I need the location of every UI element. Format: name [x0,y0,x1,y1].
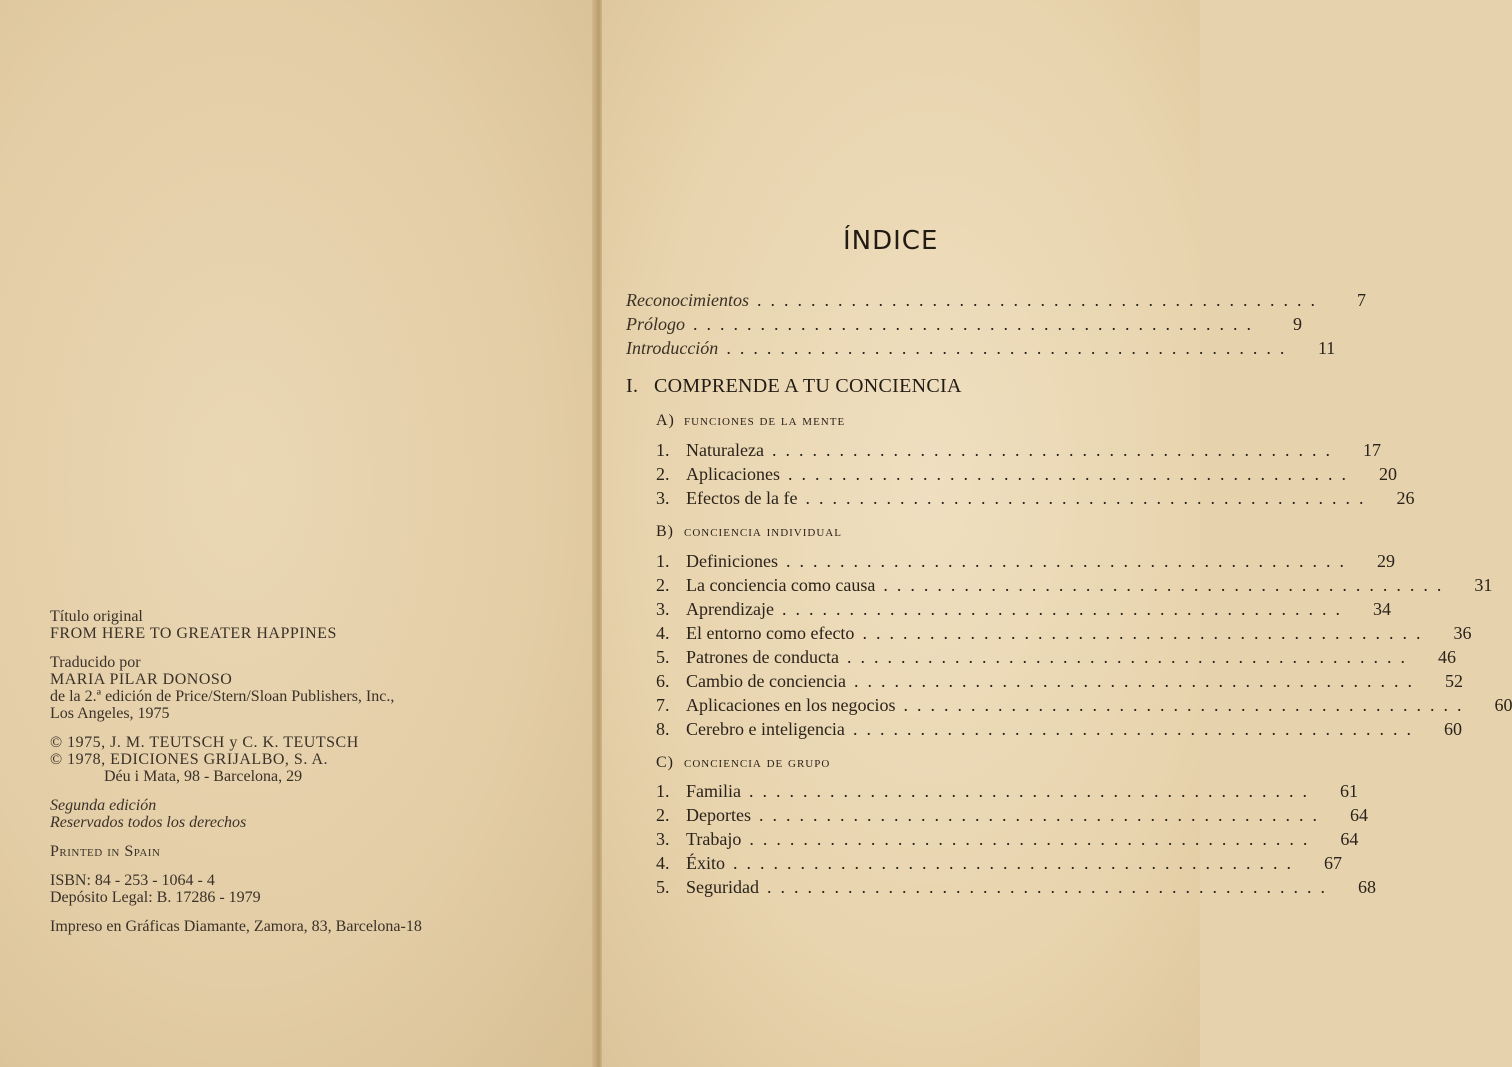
toc-entry-page: 26 [1396,488,1415,508]
toc-entry-label: Efectos de la fe [686,488,798,508]
leader-dots: .......................................... [805,488,1373,508]
section-letter: C) [656,754,674,771]
toc-entry [656,488,1415,512]
toc-entry-number: 5. [656,647,670,667]
toc-entry-page: 31 [1474,575,1493,595]
toc-entry [656,440,1381,464]
toc-entry-number: 6. [656,671,670,691]
leader-dots: .......................................... [766,877,1334,897]
toc-entry [626,338,1336,362]
original-title-label: Título original [50,608,143,625]
toc-entry-number: 3. [656,488,670,508]
colophon [50,608,570,935]
toc-entry-label: Trabajo [686,829,742,849]
toc-entry-label: Seguridad [686,877,759,897]
toc-entry [626,290,1366,314]
toc-entry-page: 34 [1372,599,1391,619]
left-page [0,0,598,1067]
toc-entry-label: Cambio de conciencia [686,671,846,691]
toc-entry [656,781,1358,805]
section-letter: A) [656,412,675,429]
toc-entry-label: Patrones de conducta [686,647,839,667]
toc-entry-number: 1. [656,440,670,460]
leader-dots: .......................................... [733,853,1300,873]
toc-entry-label: Cerebro e inteligencia [686,719,845,739]
toc-entry-number: 5. [656,877,670,897]
toc-entry [656,695,1512,719]
leader-dots: .......................................... [853,671,1421,691]
toc-entry-label: El entorno como efecto [686,623,855,643]
toc-entry-label: Deportes [686,805,751,825]
deposito-legal: Depósito Legal: B. 17286 - 1979 [50,889,261,906]
toc-entry-page: 11 [1317,338,1336,358]
edition-note-2: Los Angeles, 1975 [50,705,170,722]
toc-entry [656,853,1342,877]
leader-dots: .......................................... [903,695,1471,715]
original-title: FROM HERE TO GREATER HAPPINES [50,625,337,642]
printer-statement: Impreso en Gráficas Diamante, Zamora, 83, Barcelona-18 [50,918,422,935]
toc-entry [656,671,1463,695]
rights-statement: Reservados todos los derechos [50,814,247,831]
toc-entry-number: 8. [656,719,670,739]
toc-entry-number: 7. [656,695,670,715]
chapter-title: COMPRENDE A TU CONCIENCIA [654,375,962,397]
leader-dots: .......................................... [726,338,1294,358]
copyright-line-2: © 1978, EDICIONES GRIJALBO, S. A. [50,751,328,768]
leader-dots: .......................................... [781,599,1349,619]
toc-entry-number: 2. [656,575,670,595]
toc-entry-page: 17 [1362,440,1381,460]
translated-by-label: Traducido por [50,654,141,671]
leader-dots: .......................................... [846,647,1414,667]
toc-entry-label: Familia [686,781,741,801]
toc-entry-page: 64 [1340,829,1359,849]
toc-entry-label: Éxito [686,853,725,873]
leader-dots: .......................................... [758,805,1326,825]
edition-statement: Segunda edición [50,797,157,814]
leader-dots: .......................................... [749,781,1316,801]
toc-entry [656,719,1462,743]
isbn: ISBN: 84 - 253 - 1064 - 4 [50,872,215,889]
index-title: ÍNDICE [843,226,939,256]
toc-entry-number: 3. [656,599,670,619]
toc-entry-label: Definiciones [686,551,778,571]
toc-entry-page: 7 [1356,290,1366,310]
section-title: conciencia de grupo [684,755,831,771]
toc-entry [626,314,1303,338]
toc-entry-label: Aprendizaje [686,599,774,619]
toc-entry-number: 4. [656,853,670,873]
leader-dots: .......................................... [749,829,1317,849]
toc-entry-number: 3. [656,829,670,849]
toc-entry-page: 67 [1324,853,1342,873]
toc-entry-page: 61 [1340,781,1358,801]
leader-dots: .......................................... [787,464,1355,484]
toc-entry [656,551,1395,575]
toc-entry-page: 52 [1444,671,1463,691]
toc-entry-label: Aplicaciones [686,464,780,484]
toc-entry-label: Introducción [626,338,719,358]
toc-entry [656,464,1397,488]
leader-dots: .......................................... [785,551,1353,571]
section-heading [656,754,830,772]
toc-entry [656,829,1359,853]
toc-entry-page: 9 [1293,314,1303,334]
toc-entry [656,623,1472,647]
chapter-heading [626,375,962,398]
toc-entry-label: Aplicaciones en los negocios [686,695,896,715]
translator-name: MARIA PILAR DONOSO [50,671,233,688]
section-heading [656,412,845,430]
chapter-number: I. [626,375,639,397]
toc-entry [656,647,1456,671]
toc-entry-page: 36 [1453,623,1472,643]
printed-in-statement: Printed in Spain [50,843,161,860]
toc-entry-page: 60 [1494,695,1512,715]
toc-entry-label: La conciencia como causa [686,575,876,595]
section-title: conciencia individual [684,524,842,540]
toc-entry-number: 4. [656,623,670,643]
toc-entry-page: 68 [1357,877,1376,897]
toc-entry [656,599,1391,623]
edition-note-1: de la 2.ª edición de Price/Stern/Sloan Publishers, Inc., [50,688,395,705]
toc-entry-label: Prólogo [626,314,686,334]
toc-entry-page: 46 [1437,647,1456,667]
toc-entry-number: 2. [656,464,670,484]
toc-entry-number: 1. [656,551,670,571]
toc-entry-label: Naturaleza [686,440,764,460]
toc-entry-label: Reconocimientos [626,290,749,310]
toc-entry [656,877,1376,901]
toc-entry-number: 1. [656,781,670,801]
copyright-line-1: © 1975, J. M. TEUTSCH y C. K. TEUTSCH [50,734,359,751]
leader-dots: .......................................... [883,575,1451,595]
section-heading [656,523,842,541]
toc-entry [656,805,1368,829]
section-letter: B) [656,523,674,540]
toc-entry-number: 2. [656,805,670,825]
leader-dots: .......................................... [862,623,1430,643]
leader-dots: .......................................... [756,290,1324,310]
section-title: funciones de la mente [684,413,846,429]
toc-entry-page: 60 [1443,719,1462,739]
leader-dots: .......................................... [771,440,1339,460]
toc-entry-page: 20 [1378,464,1397,484]
publisher-address: Déu i Mata, 98 - Barcelona, 29 [104,768,303,785]
leader-dots: .......................................... [693,314,1261,334]
toc-entry [656,575,1493,599]
toc-entry-page: 29 [1376,551,1395,571]
toc-entry-page: 64 [1349,805,1368,825]
leader-dots: .......................................... [852,719,1420,739]
